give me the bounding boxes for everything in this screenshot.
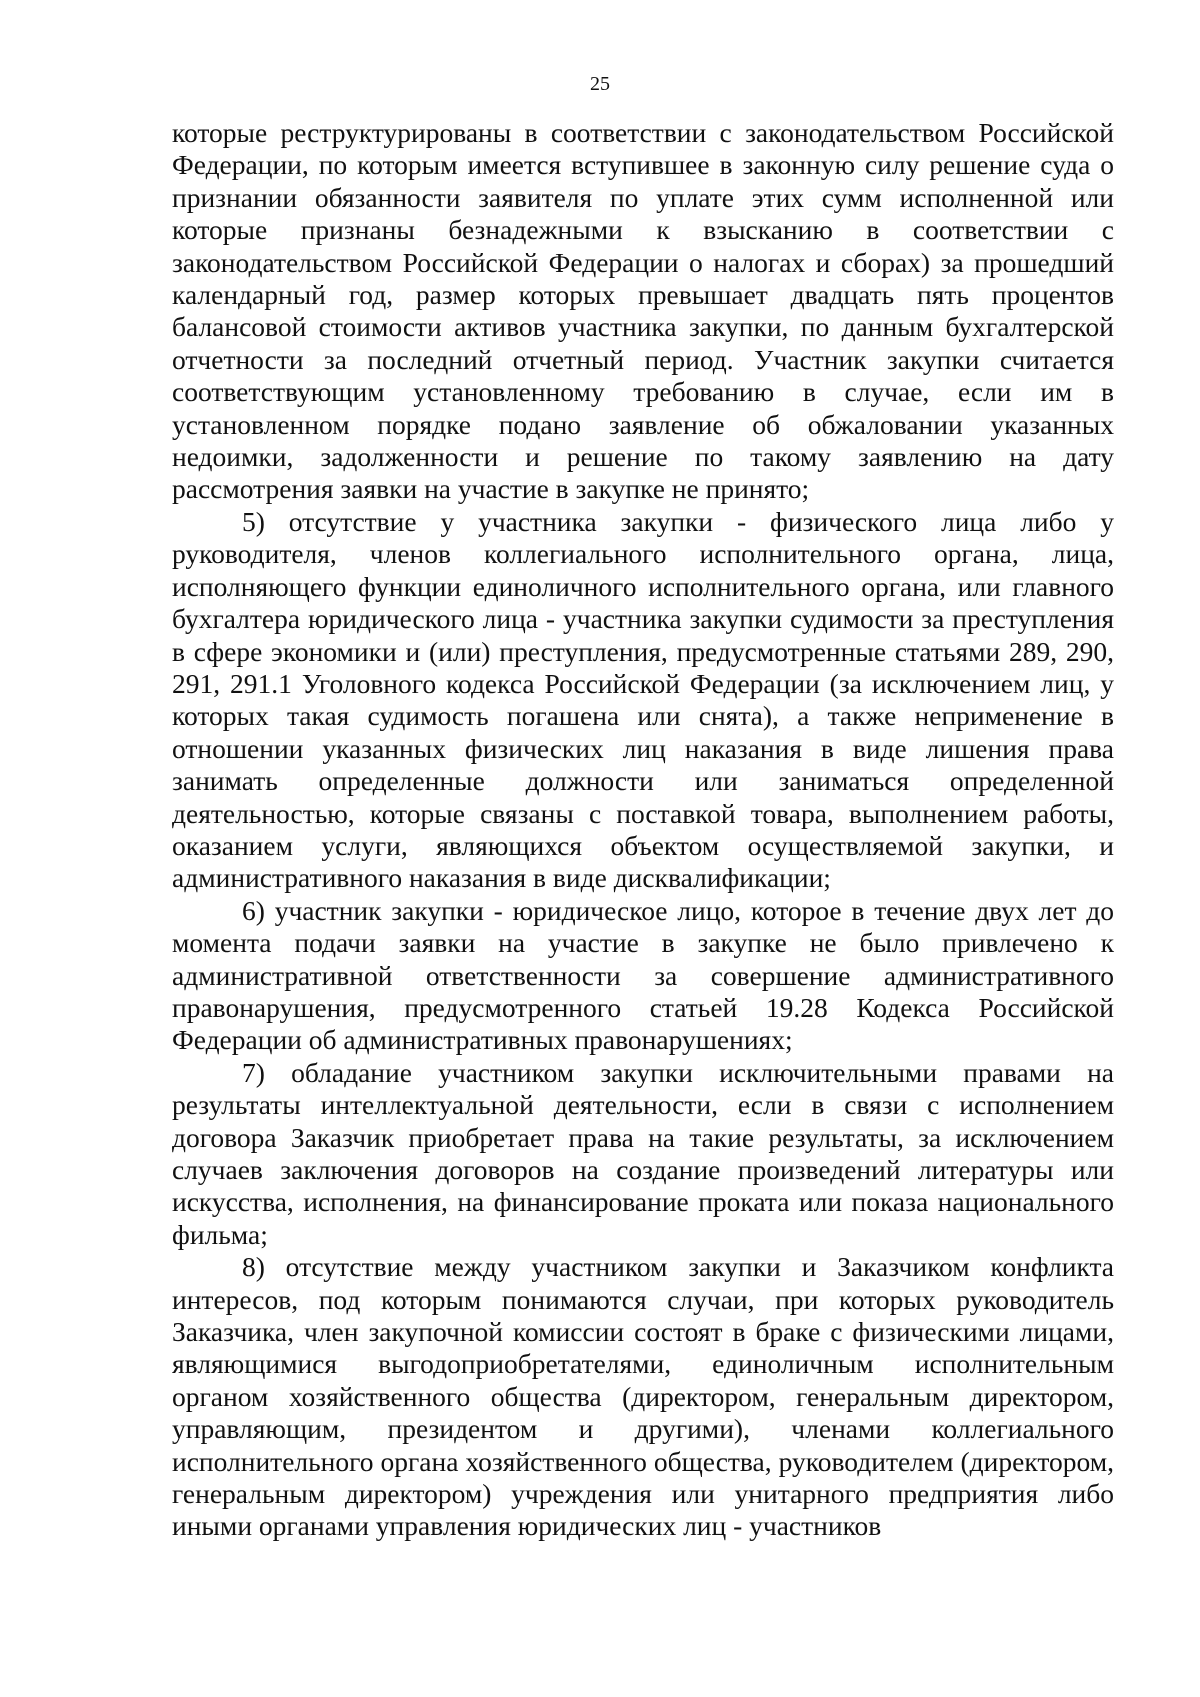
paragraph-item-7: 7) обладание участником закупки исключительными правами на результаты интеллектуальной деятельности, если в связи с исполнением договора Заказчик приобретает права на такие результаты, за исключением случаев заключения договоров на создание произведений литературы или искусства, исполнения, на финансирование проката или показа национального фильма; <box>172 1056 1114 1250</box>
page-number: 25 <box>590 73 610 95</box>
paragraph-item-8: 8) отсутствие между участником закупки и Заказчиком конфликта интересов, под которым понимаются случаи, при которых руководитель Заказчика, член закупочной комиссии состоят в браке с физическими лицами, являющимися выгодоприобретателями, единоличным исполнительным органом хозяйственного общества (директором, генеральным директором, управляющим, президентом и другими), членами коллегиального исполнительного органа хозяйственного общества, руководителем (директором, генеральным директором) учреждения или унитарного предприятия либо иными органами управления юридических лиц - участников <box>172 1251 1114 1542</box>
paragraph-item-5: 5) отсутствие у участника закупки - физического лица либо у руководителя, членов коллегиального исполнительного органа, лица, исполняющего функции единоличного исполнительного органа, или главного бухгалтера юридического лица - участника закупки судимости за преступления в сфере экономики и (или) преступления, предусмотренные статьями 289, 290, 291, 291.1 Уголовного кодекса Российской Федерации (за исключением лиц, у которых такая судимость погашена или снята), а также неприменение в отношении указанных физических лиц наказания в виде лишения права занимать определенные должности или заниматься определенной деятельностью, которые связаны с поставкой товара, выполнением работы, оказанием услуги, являющихся объектом осуществляемой закупки, и административного наказания в виде дисквалификации; <box>172 505 1114 894</box>
paragraph-continuation: которые реструктурированы в соответствии с законодательством Российской Федерации, по которым имеется вступившее в законную силу решение суда о признании обязанности заявителя по уплате этих сумм исполненной или которые признаны безнадежными к взысканию в соответствии с законодательством Российской Федерации о налогах и сборах) за прошедший календарный год, размер которых превышает двадцать пять процентов балансовой стоимости активов участника закупки, по данным бухгалтерской отчетности за последний отчетный период. Участник закупки считается соответствующим установленному требованию в случае, если им в установленном порядке подано заявление об обжаловании указанных недоимки, задолженности и решение по такому заявлению на дату рассмотрения заявки на участие в закупке не принято; <box>172 117 1114 505</box>
document-body <box>172 117 1114 1543</box>
paragraph-item-6: 6) участник закупки - юридическое лицо, которое в течение двух лет до момента подачи заявки на участие в закупке не было привлечено к административной ответственности за совершение административного правонарушения, предусмотренного статьей 19.28 Кодекса Российской Федерации об административных правонарушениях; <box>172 894 1114 1056</box>
